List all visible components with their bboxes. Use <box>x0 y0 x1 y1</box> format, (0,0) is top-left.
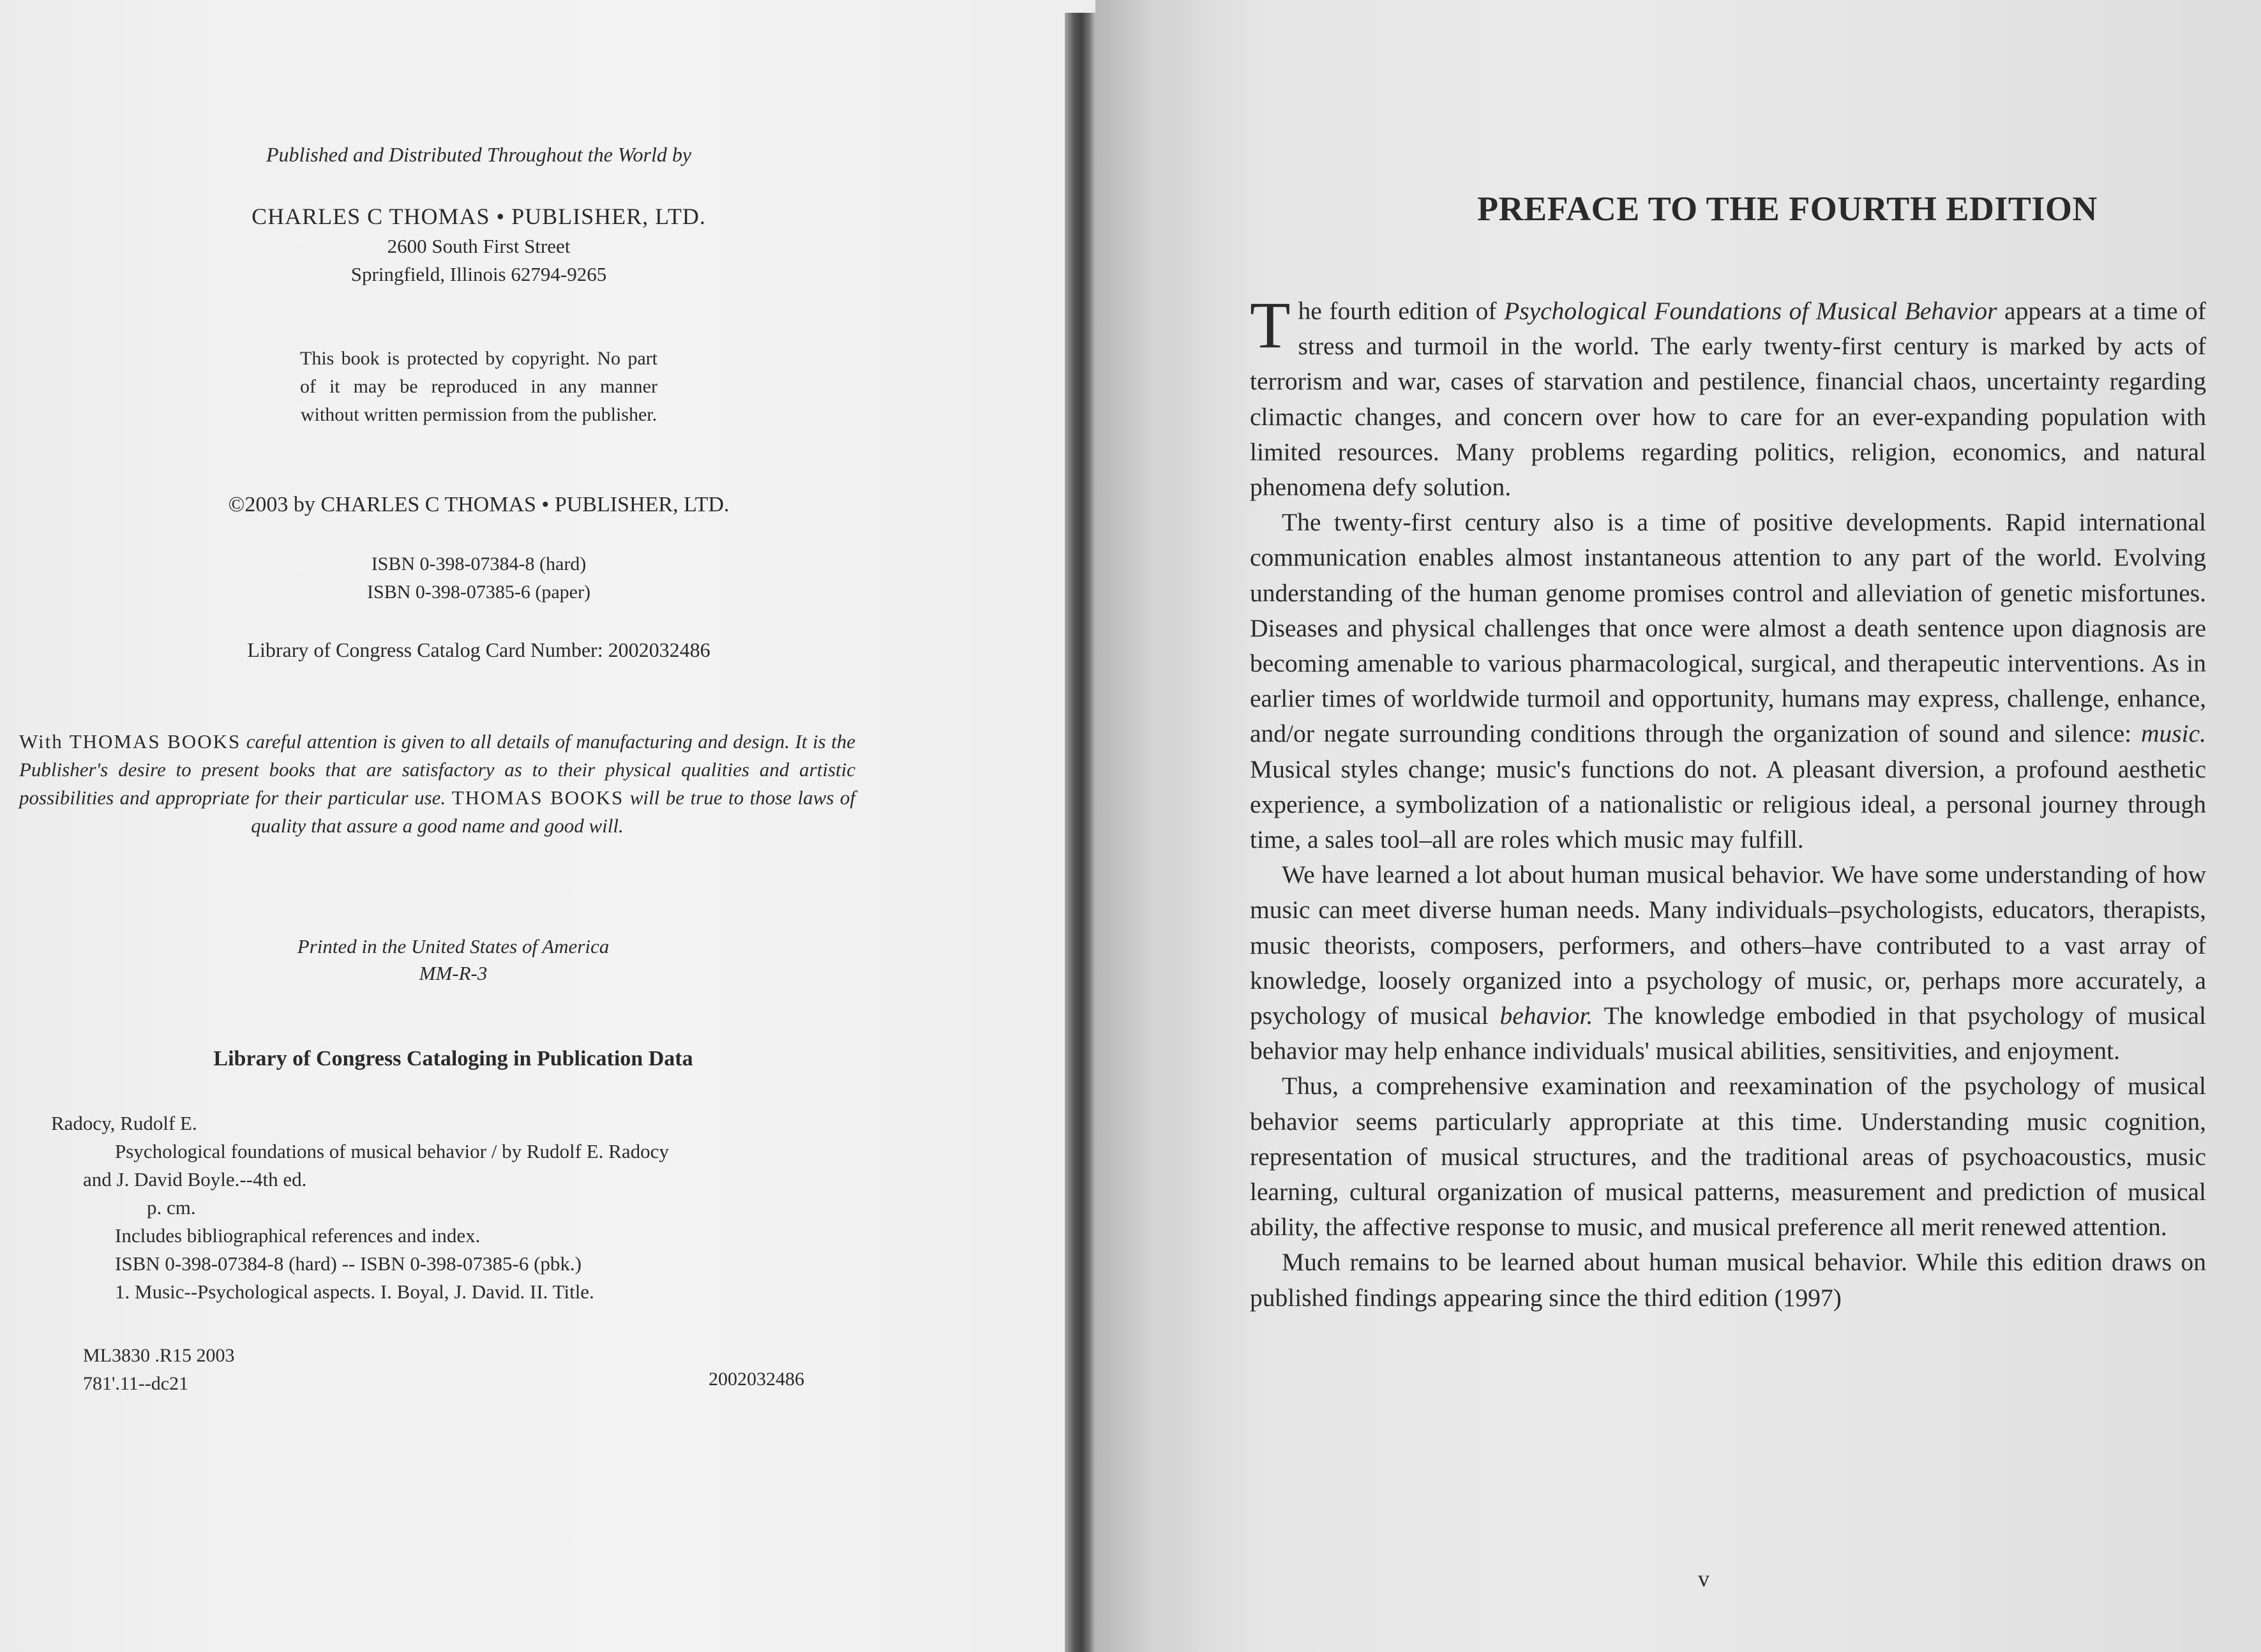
dewey-number: 781'.11--dc21 <box>83 1373 189 1394</box>
thomas-books-statement <box>19 728 855 840</box>
publisher-name: CHARLES C THOMAS • PUBLISHER, LTD. <box>252 204 706 229</box>
copyright-notice <box>160 345 798 429</box>
preface-title: PREFACE TO THE FOURTH EDITION <box>1477 190 2098 228</box>
print-code: MM-R-3 <box>419 962 488 984</box>
paragraph: Much remains to be learned about human musical behavior. While this edition draws on published findings appearing since the third edition (1997) <box>1250 1248 2206 1312</box>
text-span: he fourth edition of <box>1298 297 1505 325</box>
book-title: Psychological Foundations of Musical Behavior <box>1504 297 1997 325</box>
text-span: The twenty-first century also is a time of positive developments. Rapid international communication enables almost instantaneous attention to any part of the world. Evolving understanding of the human genome promises control and alleviation of genetic misfortunes. Diseases and physical challenges that once were almost a death sentence upon diagnosis are becoming amenable to various pharmacological, surgical, and therapeutic interventions. As in earlier times of worldwide turmoil and opportunity, humans may express, challenge, enhance, and/or negate surrounding conditions through the organization of sound and silence: <box>1250 508 2206 748</box>
catalog-number: 2002032486 <box>709 1369 804 1390</box>
paragraph <box>1250 289 2206 505</box>
emphasis: music. <box>2140 719 2206 748</box>
printed-in <box>134 933 772 987</box>
text-span: Musical styles change; music's functions do not. A pleasant diversion, a profound aesthetic experience, a symbolization of a nationalistic or religious ideal, a personal journey through time, a sales tool–all are roles which music may fulfill. <box>1250 755 2206 854</box>
text-span: We have learned a lot about human musical behavior. We have some understanding of how music can meet diverse human needs. Many individuals–psychologists, educators, therapists, music theorists, composers, performers, and others–have contributed to a vast array of knowledge, loosely organized into a psychology of music, or, perhaps more accurately, a psychology of musical <box>1250 860 2206 1030</box>
thomas-books-text: careful attention is given to all details of manufacturing and design. It is the Publisher's desire to present books that are satisfactory as to their physical qualities and artistic possibilities and appropriate for their particular use. <box>19 730 856 809</box>
cip-line: p. cm. <box>147 1196 196 1219</box>
cip-line: 1. Music--Psychological aspects. I. Boyal, J. David. II. Title. <box>115 1280 594 1303</box>
address-line: 2600 South First Street <box>387 235 571 257</box>
cip-title: Library of Congress Cataloging in Publication Data <box>213 1047 693 1070</box>
protection-notice: This book is protected by copyright. No part of it may be reproduced in any manner without written permission from the publisher. <box>300 348 657 425</box>
cip-line: ISBN 0-398-07384-8 (hard) -- ISBN 0-398-07385-6 (pbk.) <box>115 1252 582 1275</box>
cip-data <box>45 1109 868 1306</box>
lccn: Library of Congress Catalog Card Number: 2002032486 <box>247 638 710 661</box>
thomas-books-lead: THOMAS BOOKS <box>451 786 624 809</box>
call-number-block <box>83 1342 235 1398</box>
printed-country: Printed in the United States of America <box>297 935 610 957</box>
preface-body <box>1250 289 2206 1316</box>
cip-line: Radocy, Rudolf E. <box>51 1112 197 1134</box>
paragraph: Thus, a comprehensive examination and reexamination of the psychology of musical behavior seems particularly appropriate at this time. Understanding music cognition, representation of musical structures, and the traditional areas of psychoacoustics, music learning, cultural organization of musical patterns, measurement and prediction of musical ability, the affective response to music, and musical preference all merit renewed attention. <box>1250 1072 2206 1242</box>
address-line: Springfield, Illinois 62794-9265 <box>350 263 607 285</box>
thomas-books-lead: With THOMAS BOOKS <box>19 730 241 753</box>
book-gutter <box>1065 13 1095 1652</box>
cip-line: and J. David Boyle.--4th ed. <box>83 1168 307 1190</box>
publisher-address <box>160 232 798 289</box>
isbn-hard: ISBN 0-398-07384-8 (hard) <box>371 553 587 574</box>
emphasis: behavior. <box>1499 1002 1593 1030</box>
cip-line: Psychological foundations of musical behavior / by Rudolf E. Radocy <box>115 1140 669 1162</box>
paragraph <box>1250 505 2206 857</box>
copyright-page <box>0 0 1072 1652</box>
cip-line: Includes bibliographical references and index. <box>115 1224 481 1247</box>
copyright-line: ©2003 by CHARLES C THOMAS • PUBLISHER, LTD. <box>228 493 730 516</box>
isbn-block <box>160 550 798 606</box>
gutter-shadow <box>1095 0 1198 1652</box>
published-line: Published and Distributed Throughout the World by <box>266 143 692 166</box>
page-number: v <box>1698 1566 1709 1591</box>
drop-cap: T <box>1250 289 1291 362</box>
text-span: appears at a time of stress and turmoil in the world. The early twenty-first century is marked by acts of terrorism and war, cases of starvation and pestilence, financial chaos, uncertainty regarding climactic changes, and concern over how to care for an ever-expanding population with limited resources. Many problems regarding politics, religion, economics, and natural phenomena defy solution. <box>1250 297 2206 502</box>
text-span: The knowledge embodied in that psychology of musical behavior may help enhance individuals' musical abilities, sensitivities, and enjoyment. <box>1250 1002 2206 1065</box>
call-number: ML3830 .R15 2003 <box>83 1345 235 1366</box>
thomas-books-text: will be true to those laws of quality that assure a good name and good will. <box>251 786 856 837</box>
paragraph <box>1250 857 2206 1069</box>
isbn-paper: ISBN 0-398-07385-6 (paper) <box>367 582 590 603</box>
